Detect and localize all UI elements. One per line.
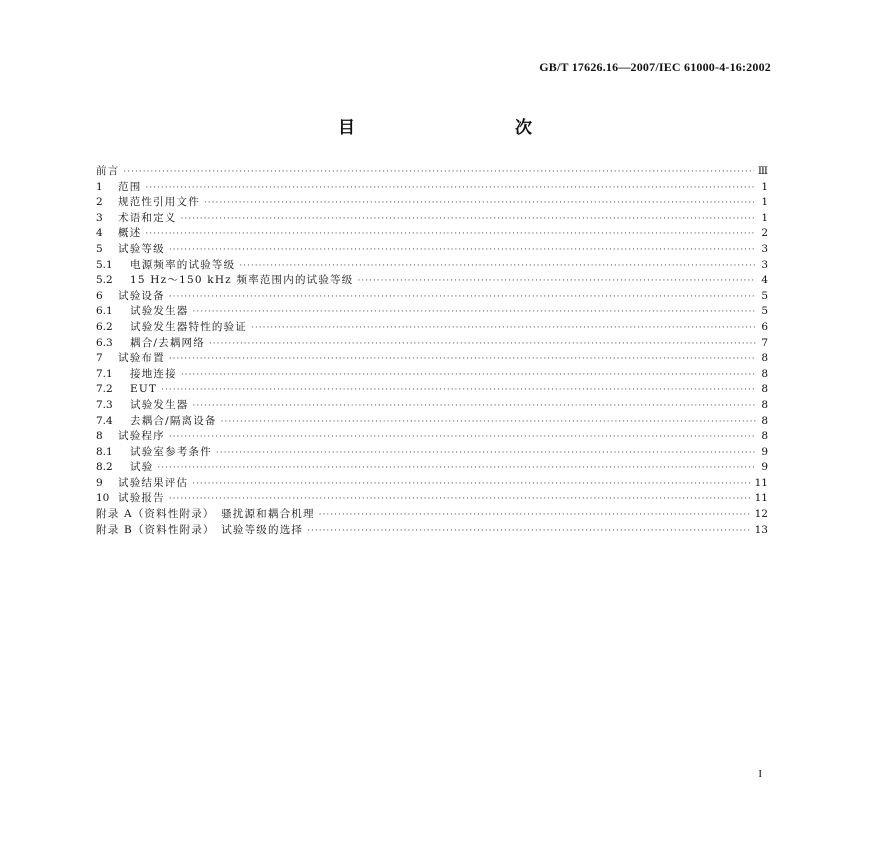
dot-leader (192, 477, 750, 493)
toc-entry-label: 前言 (96, 165, 120, 177)
toc-entry-label: 试验布置 (118, 352, 165, 365)
toc-entry-number: 7.4 (96, 414, 113, 427)
toc-entry-page: 9 (761, 461, 768, 474)
toc-entry-page: 8 (761, 398, 768, 411)
toc-entry[interactable] (96, 273, 768, 289)
dot-leader (307, 524, 751, 540)
dot-leader (169, 290, 756, 306)
dot-leader (319, 508, 751, 524)
dot-leader (161, 383, 756, 399)
toc-entry-number: 9 (96, 476, 103, 489)
toc-entry-number: 1 (96, 180, 103, 193)
toc-entry-page: Ⅲ (757, 165, 768, 177)
toc-entry-number: 4 (96, 227, 103, 240)
dot-leader (193, 305, 757, 321)
toc-entry-number: 7.2 (96, 383, 113, 396)
dot-leader (204, 196, 756, 212)
toc-entry-label: 试验发生器 (130, 398, 189, 411)
toc-entry-label: 15 Hz～150 kHz 频率范围内的试验等级 (130, 274, 354, 287)
toc-entry-label: 试验发生器特性的验证 (130, 320, 247, 333)
dot-leader (357, 274, 756, 290)
toc-entry-number: 8.1 (96, 445, 113, 458)
toc-entry-number: 5.2 (96, 274, 113, 287)
table-of-contents (96, 164, 768, 538)
toc-entry-label: 试验设备 (118, 289, 165, 302)
toc-entry-label: 附录 B（资料性附录） 试验等级的选择 (96, 523, 304, 536)
dot-leader (209, 337, 756, 353)
toc-entry[interactable] (96, 351, 768, 367)
toc-entry-label: 试验程序 (118, 430, 165, 443)
toc-entry-label: 范围 (118, 180, 142, 193)
toc-entry-label: 试验结果评估 (118, 476, 189, 489)
toc-entry-label: 试验发生器 (130, 305, 189, 318)
page-number: I (758, 768, 762, 780)
toc-entry-page: 8 (761, 367, 768, 380)
toc-entry-page: 1 (761, 196, 768, 209)
toc-entry-label: EUT (130, 383, 158, 396)
toc-entry-label: 接地连接 (130, 367, 177, 380)
dot-leader (239, 259, 756, 275)
toc-entry[interactable] (96, 289, 768, 305)
toc-entry-page: 8 (761, 383, 768, 396)
toc-entry-number: 6.3 (96, 336, 113, 349)
dot-leader (123, 165, 753, 181)
toc-entry-page: 8 (761, 430, 768, 443)
toc-entry-number: 7.3 (96, 398, 113, 411)
dot-leader (145, 227, 756, 243)
toc-entry-number: 6.1 (96, 305, 113, 318)
dot-leader (216, 446, 756, 462)
dot-leader (181, 212, 757, 228)
toc-entry[interactable] (96, 211, 768, 227)
toc-entry-number: 7.1 (96, 367, 113, 380)
dot-leader (169, 430, 756, 446)
toc-entry-label: 规范性引用文件 (118, 196, 200, 209)
toc-entry-number: 5 (96, 242, 103, 255)
toc-entry-page: 11 (754, 476, 768, 489)
toc-entry-number: 2 (96, 196, 103, 209)
toc-entry[interactable] (96, 320, 768, 336)
dot-leader (169, 352, 756, 368)
toc-entry-label: 电源频率的试验等级 (130, 258, 236, 271)
toc-entry-number: 6.2 (96, 320, 113, 333)
toc-entry-label: 试验等级 (118, 242, 165, 255)
toc-entry[interactable] (96, 242, 768, 258)
toc-entry[interactable] (96, 367, 768, 383)
toc-entry-page: 9 (761, 445, 768, 458)
toc-entry-page: 3 (761, 258, 768, 271)
dot-leader (181, 368, 756, 384)
toc-entry-number: 10 (96, 492, 110, 505)
toc-entry-page: 7 (761, 336, 768, 349)
toc-entry[interactable] (96, 507, 768, 523)
toc-entry-label: 耦合/去耦网络 (130, 336, 205, 349)
toc-entry[interactable] (96, 523, 768, 539)
toc-entry-label: 概述 (118, 227, 142, 240)
toc-entry-page: 13 (754, 523, 768, 536)
toc-entry-number: 8 (96, 430, 103, 443)
toc-entry-number: 6 (96, 289, 103, 302)
toc-entry[interactable] (96, 180, 768, 196)
dot-leader (221, 415, 756, 431)
toc-entry[interactable] (96, 398, 768, 414)
toc-entry[interactable] (96, 226, 768, 242)
page-title: 目 次 (338, 118, 574, 138)
toc-entry-page: 2 (761, 227, 768, 240)
toc-entry[interactable] (96, 304, 768, 320)
toc-entry[interactable] (96, 460, 768, 476)
toc-entry[interactable] (96, 476, 768, 492)
toc-entry-page: 3 (761, 242, 768, 255)
toc-entry-page: 1 (761, 211, 768, 224)
toc-entry[interactable] (96, 445, 768, 461)
dot-leader (193, 399, 757, 415)
toc-entry-page: 11 (754, 492, 768, 505)
toc-entry[interactable] (96, 164, 768, 180)
toc-entry-page: 5 (761, 305, 768, 318)
toc-entry[interactable] (96, 258, 768, 274)
toc-entry[interactable] (96, 195, 768, 211)
toc-entry-number: 3 (96, 211, 103, 224)
dot-leader (157, 461, 756, 477)
toc-entry[interactable] (96, 491, 768, 507)
toc-entry-number: 8.2 (96, 461, 113, 474)
toc-entry-number: 5.1 (96, 258, 113, 271)
toc-entry-number: 7 (96, 352, 103, 365)
toc-entry-page: 5 (761, 289, 768, 302)
toc-entry[interactable] (96, 336, 768, 352)
toc-entry[interactable] (96, 382, 768, 398)
dot-leader (169, 492, 751, 508)
standard-code: GB/T 17626.16—2007/IEC 61000-4-16:2002 (539, 60, 771, 74)
toc-entry-label: 术语和定义 (118, 211, 177, 224)
toc-entry-label: 试验报告 (118, 492, 165, 505)
toc-entry-page: 8 (761, 414, 768, 427)
toc-entry-page: 8 (761, 352, 768, 365)
toc-entry-page: 6 (761, 320, 768, 333)
toc-entry-label: 附录 A（资料性附录） 骚扰源和耦合机理 (96, 508, 315, 521)
toc-entry[interactable] (96, 429, 768, 445)
toc-entry-label: 去耦合/隔离设备 (130, 414, 217, 427)
dot-leader (169, 243, 756, 259)
toc-entry-label: 试验室参考条件 (130, 445, 212, 458)
toc-entry-page: 1 (761, 180, 768, 193)
toc-entry-page: 4 (761, 274, 768, 287)
toc-entry[interactable] (96, 414, 768, 430)
toc-entry-page: 12 (754, 508, 768, 521)
toc-entry-label: 试验 (130, 461, 154, 474)
dot-leader (145, 181, 756, 197)
dot-leader (251, 321, 756, 337)
